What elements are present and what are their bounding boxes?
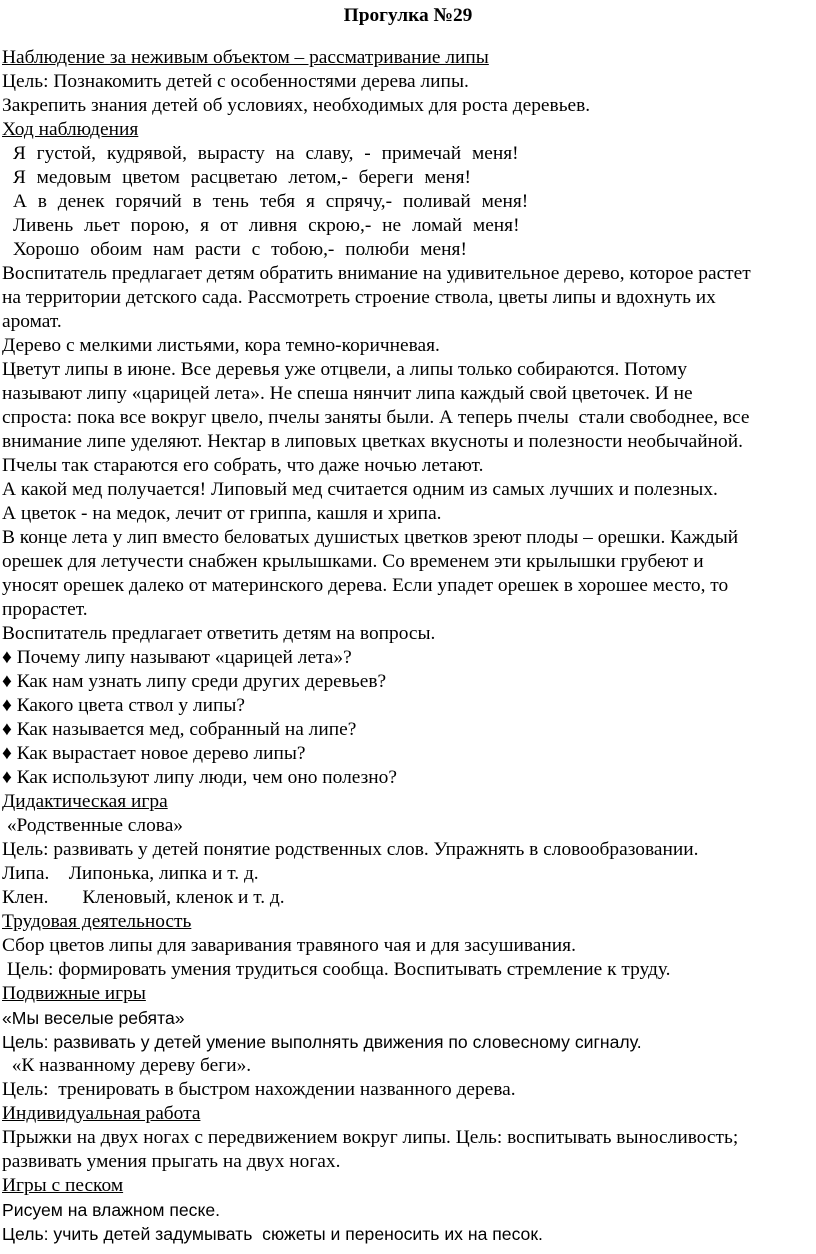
word-example: Клен. Кленовый, кленок и т. д. [2,887,285,908]
poem-line-1: Я густой, кудрявой, вырасту на славу, - примечай меня! [2,143,519,164]
text-line: прорастет. [2,599,88,620]
section-heading-didactic-game: Дидактическая игра [2,791,168,812]
text-line: на территории детского сада. Рассмотреть строение ствола, цветы липы и вдохнуть их [2,287,716,308]
section-heading-labor: Трудовая деятельность [2,911,192,932]
page-title: Прогулка №29 [343,5,473,26]
game-title: «Родственные слова» [2,815,183,836]
question-item: ♦ Как называется мед, собранный на липе? [2,719,357,740]
section-heading-course: Ход наблюдения [2,119,139,140]
text-line: А какой мед получается! Липовый мед считается одним из самых лучших и полезных. [2,479,718,500]
poem-line-2: Я медовым цветом расцветаю летом,- береги меня! [2,167,471,188]
text-line: называют липу «царицей лета». Не спеша нянчит липа каждый свой цветочек. И не [2,383,693,404]
text-line: Прыжки на двух ногах с передвижением вокруг липы. Цель: воспитывать выносливость; [2,1127,739,1148]
poem-line-3: А в денек горячий в тень тебя я спрячу,- поливай меня! [2,191,529,212]
question-item: ♦ Как нам узнать липу среди других деревьев? [2,671,387,692]
text-line: спроста: пока все вокруг цвело, пчелы заняты были. А теперь пчелы стали свободнее, все [2,407,750,428]
text-line: уносят орешек далеко от материнского дерева. Если упадет орешек в хорошее место, то [2,575,729,596]
text-line: Воспитатель предлагает детям обратить внимание на удивительное дерево, которое растет [2,263,751,284]
section-heading-observation: Наблюдение за неживым объектом – рассматривание липы [2,47,489,68]
section-heading-active-games: Подвижные игры [2,983,146,1004]
goal-line-2: Закрепить знания детей об условиях, необходимых для роста деревьев. [2,95,591,116]
text-line: А цветок - на медок, лечит от гриппа, кашля и хрипа. [2,503,442,524]
text-line: Цель: учить детей задумывать сюжеты и переносить их на песок. [2,1224,543,1244]
text-line: Цель: формировать умения трудиться сообща. Воспитывать стремление к труду. [2,959,671,980]
poem-line-4: Ливень льет порою, я от ливня скрою,- не ломай меня! [2,215,520,236]
text-line: Дерево с мелкими листьями, кора темно-коричневая. [2,335,440,356]
text-line: Цель: тренировать в быстром нахождении названного дерева. [2,1079,516,1100]
text-line: Пчелы так стараются его собрать, что даже ночью летают. [2,455,484,476]
text-line: Воспитатель предлагает ответить детям на вопросы. [2,623,436,644]
text-line: В конце лета у лип вместо беловатых душистых цветков зреют плоды – орешки. Каждый [2,527,739,548]
question-item: ♦ Как вырастает новое дерево липы? [2,743,306,764]
text-line: Цель: развивать у детей умение выполнять движения по словесному сигналу. [2,1032,642,1052]
text-line: развивать умения прыгать на двух ногах. [2,1151,341,1172]
text-line: внимание липе уделяют. Нектар в липовых цветках вкусноты и полезности необычайной. [2,431,743,452]
question-item: ♦ Как используют липу люди, чем оно полезно? [2,767,397,788]
text-line: аромат. [2,311,62,332]
game-title: «Мы веселые ребята» [2,1008,185,1028]
text-line: Цель: развивать у детей понятие родственных слов. Упражнять в словообразовании. [2,839,699,860]
question-item: ♦ Какого цвета ствол у липы? [2,695,246,716]
question-item: ♦ Почему липу называют «царицей лета»? [2,647,352,668]
word-example: Липа. Липонька, липка и т. д. [2,863,259,884]
poem-line-5: Хорошо обоим нам расти с тобою,- полюби меня! [2,239,467,260]
game-title: «К названному дереву беги». [2,1055,252,1076]
section-heading-sand-games: Игры с песком [2,1175,124,1196]
text-line: Сбор цветов липы для заваривания травяного чая и для засушивания. [2,935,576,956]
text-line: Рисуем на влажном песке. [2,1200,221,1220]
text-line: орешек для летучести снабжен крылышками. Со временем эти крылышки грубеют и [2,551,704,572]
text-line: Цветут липы в июне. Все деревья уже отцвели, а липы только собираются. Потому [2,359,688,380]
goal-line: Цель: Познакомить детей с особенностями дерева липы. [2,71,469,92]
section-heading-individual-work: Индивидуальная работа [2,1103,201,1124]
